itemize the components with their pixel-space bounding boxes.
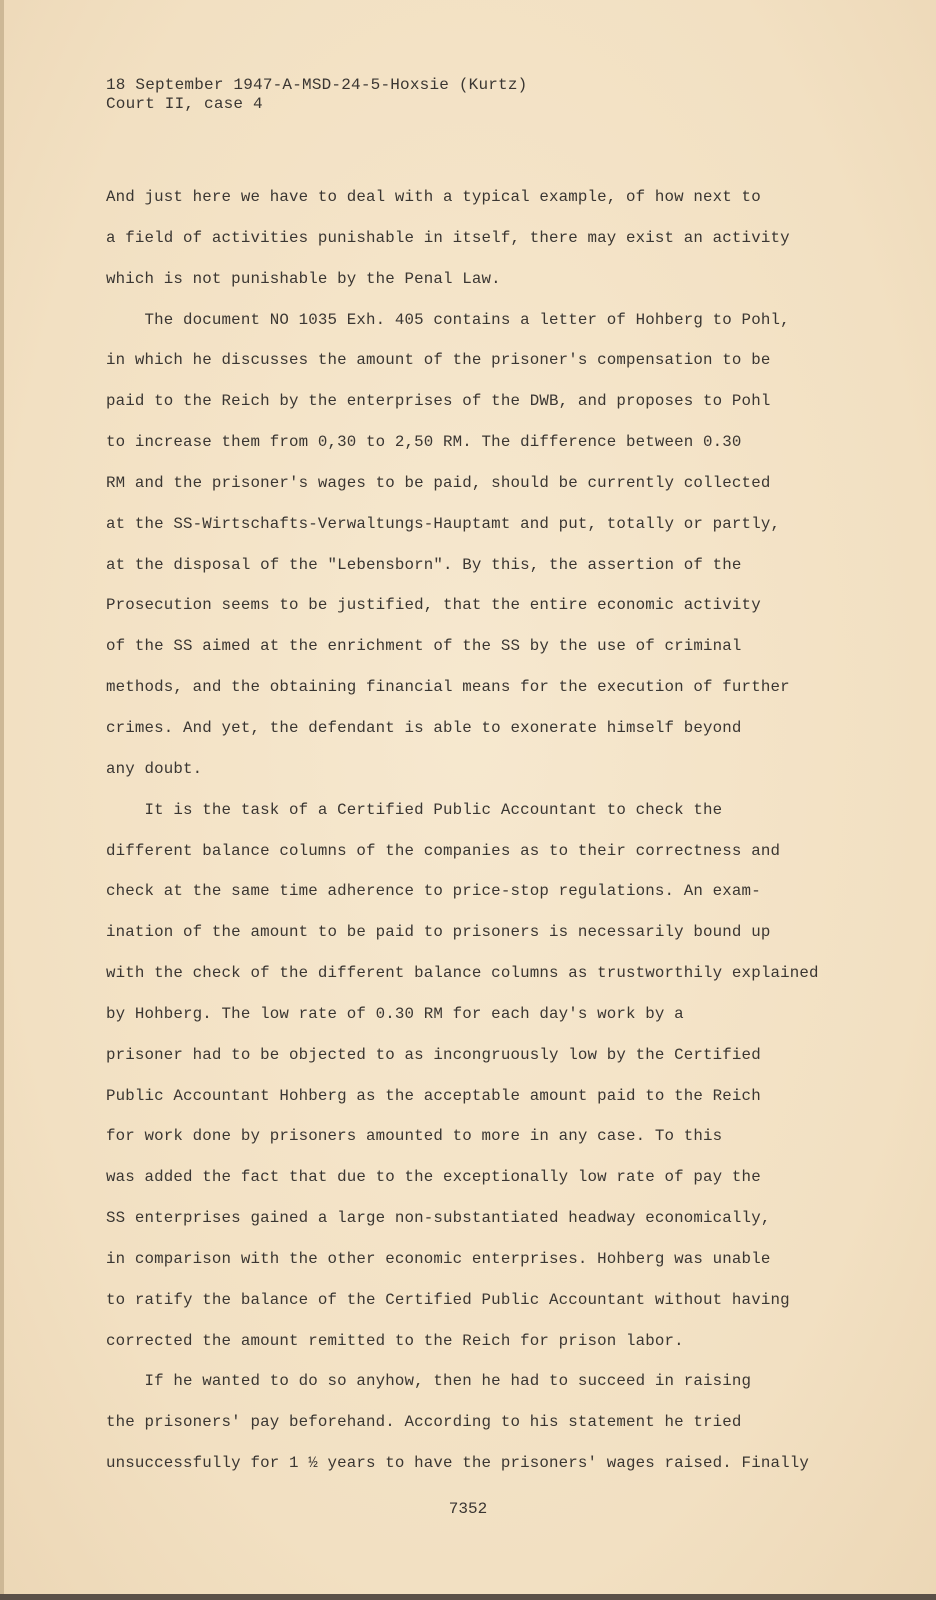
body-line: unsuccessfully for 1 ½ years to have the prisoners' wages raised. Finally [106, 1454, 809, 1473]
body-line: different balance columns of the companies as to their correctness and [106, 841, 781, 860]
page-left-edge [0, 0, 4, 1600]
body-line: Prosecution seems to be justified, that the entire economic activity [106, 596, 761, 615]
body-line: It is the task of a Certified Public Accountant to check the [106, 800, 723, 819]
body-line: for work done by prisoners amounted to more in any case. To this [106, 1127, 723, 1146]
body-line: methods, and the obtaining financial means for the execution of further [106, 678, 790, 697]
body-line: the prisoners' pay beforehand. According to his statement he tried [106, 1413, 742, 1432]
body-line: a field of activities punishable in itself, there may exist an activity [106, 228, 790, 247]
body-line: to ratify the balance of the Certified Public Accountant without having [106, 1290, 790, 1309]
body-line: at the SS-Wirtschafts-Verwaltungs-Hauptamt and put, totally or partly, [106, 514, 781, 533]
body-line: at the disposal of the "Lebensborn". By this, the assertion of the [106, 555, 742, 574]
body-line: in which he discusses the amount of the prisoner's compensation to be [106, 351, 771, 370]
body-line: corrected the amount remitted to the Reich for prison labor. [106, 1331, 684, 1350]
header-court-line: Court II, case 4 [106, 95, 263, 113]
body-line: And just here we have to deal with a typical example, of how next to [106, 188, 761, 206]
body-line: SS enterprises gained a large non-substantiated headway economically, [106, 1209, 771, 1228]
document-header [106, 76, 527, 114]
body-line: The document NO 1035 Exh. 405 contains a letter of Hohberg to Pohl, [106, 310, 790, 329]
body-line: of the SS aimed at the enrichment of the SS by the use of criminal [106, 637, 742, 656]
body-line: If he wanted to do so anyhow, then he had to succeed in raising [106, 1372, 752, 1391]
body-line: paid to the Reich by the enterprises of the DWB, and proposes to Pohl [106, 392, 771, 411]
body-line: crimes. And yet, the defendant is able to exonerate himself beyond [106, 718, 742, 737]
body-line: which is not punishable by the Penal Law. [106, 269, 501, 288]
body-line: check at the same time adherence to price-stop regulations. An exam- [106, 882, 761, 901]
header-date-line: 18 September 1947-A-MSD-24-5-Hoxsie (Kurtz) [106, 76, 528, 94]
page-footer [0, 1500, 936, 1518]
page-bottom-edge [0, 1594, 936, 1600]
body-line: with the check of the different balance columns as trustworthily explained [106, 964, 819, 983]
body-line: RM and the prisoner's wages to be paid, should be currently collected [106, 473, 771, 492]
body-line: prisoner had to be objected to as incongruously low by the Certified [106, 1045, 761, 1064]
body-line: in comparison with the other economic enterprises. Hohberg was unable [106, 1249, 771, 1268]
body-line: any doubt. [106, 759, 203, 778]
body-line: to increase them from 0,30 to 2,50 RM. The difference between 0.30 [106, 433, 742, 452]
page-number: 7352 [448, 1500, 488, 1518]
document-body [106, 177, 866, 1484]
body-line: ination of the amount to be paid to prisoners is necessarily bound up [106, 923, 771, 942]
body-line: by Hohberg. The low rate of 0.30 RM for each day's work by a [106, 1004, 684, 1023]
body-line: Public Accountant Hohberg as the acceptable amount paid to the Reich [106, 1086, 761, 1105]
body-line: was added the fact that due to the exceptionally low rate of pay the [106, 1168, 761, 1187]
